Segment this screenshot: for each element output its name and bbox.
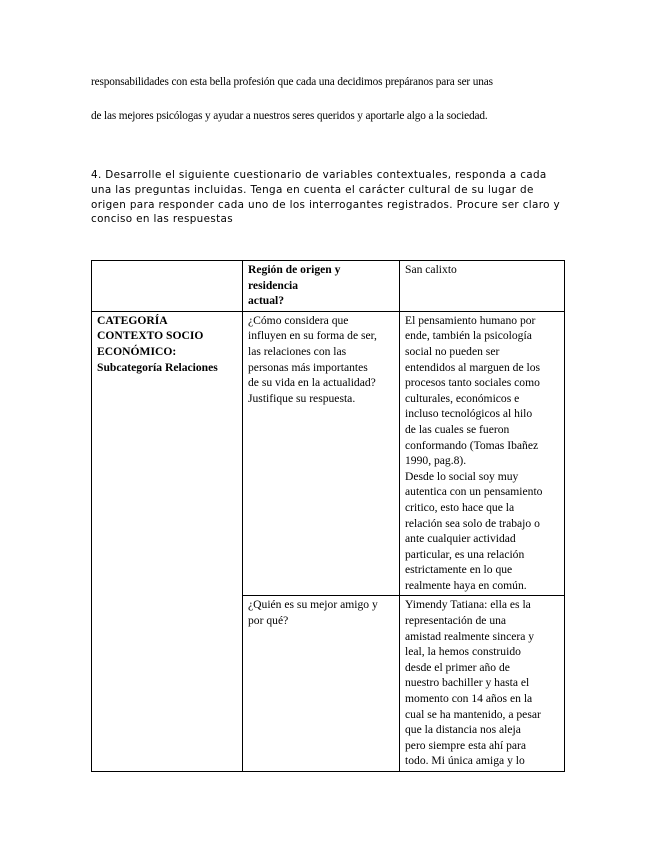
answer-text: El pensamiento humano por ende, también la psicología social no pueden ser entendidos al marguen de los procesos tanto sociales como culturales, económicos e incluso tecnológicos al hilo de las cuales se fueron conformando (Tomas Ibañez 1990, pag.8). Desde lo social soy muy autentica con un pensamiento critico, esto hace que la relación sea solo de trabajo o ante cualquier actividad particular, es una relación estrictamente en lo que realmente haya en común. bbox=[405, 313, 543, 592]
questionnaire-table bbox=[91, 260, 565, 772]
category-label: CATEGORÍA CONTEXTO SOCIO ECONÓMICO: Subcategoría Relaciones bbox=[97, 313, 218, 374]
answer-cell bbox=[400, 311, 565, 596]
answer-cell bbox=[400, 596, 565, 772]
category-cell bbox=[92, 311, 243, 771]
question-cell bbox=[243, 311, 400, 596]
header-empty-cell bbox=[92, 261, 243, 312]
question-text: ¿Quién es su mejor amigo y por qué? bbox=[248, 598, 378, 628]
intro-paragraph-line-2: de las mejores psicólogas y ayudar a nuestros seres queridos y aportarle algo a la sociedad. bbox=[91, 110, 488, 122]
question-cell bbox=[243, 596, 400, 772]
header-answer-cell bbox=[400, 261, 565, 312]
header-region-label: Región de origen y residencia actual? bbox=[248, 263, 341, 308]
table-header-row bbox=[92, 261, 565, 312]
question-text: ¿Cómo considera que influyen en su forma de ser, las relaciones con las personas más importantes de su vida en la actualidad? Justifique su respuesta. bbox=[248, 313, 377, 405]
header-region-answer: San calixto bbox=[405, 263, 457, 276]
answer-text: Yimendy Tatiana: ella es la representación de una amistad realmente sincera y leal, la hemos construido desde el primer año de nuestro bachiller y hasta el momento con 14 años en la cual se ha mantenido, a pesar que la distancia nos aleja pero siempre esta ahí para todo. Mi única amiga y lo bbox=[405, 598, 541, 768]
question-4-instructions: 4. Desarrolle el siguiente cuestionario de variables contextuales, responda a cada una las preguntas incluidas. Tenga en cuenta el carácter cultural de su lugar de origen para responder cada uno de los interrogantes registrados. Procure ser claro y conciso en las respuestas bbox=[91, 169, 560, 226]
intro-paragraph-line-1: responsabilidades con esta bella profesión que cada una decidimos prepáranos para ser unas bbox=[91, 76, 493, 88]
table-row bbox=[92, 311, 565, 596]
header-region-cell bbox=[243, 261, 400, 312]
